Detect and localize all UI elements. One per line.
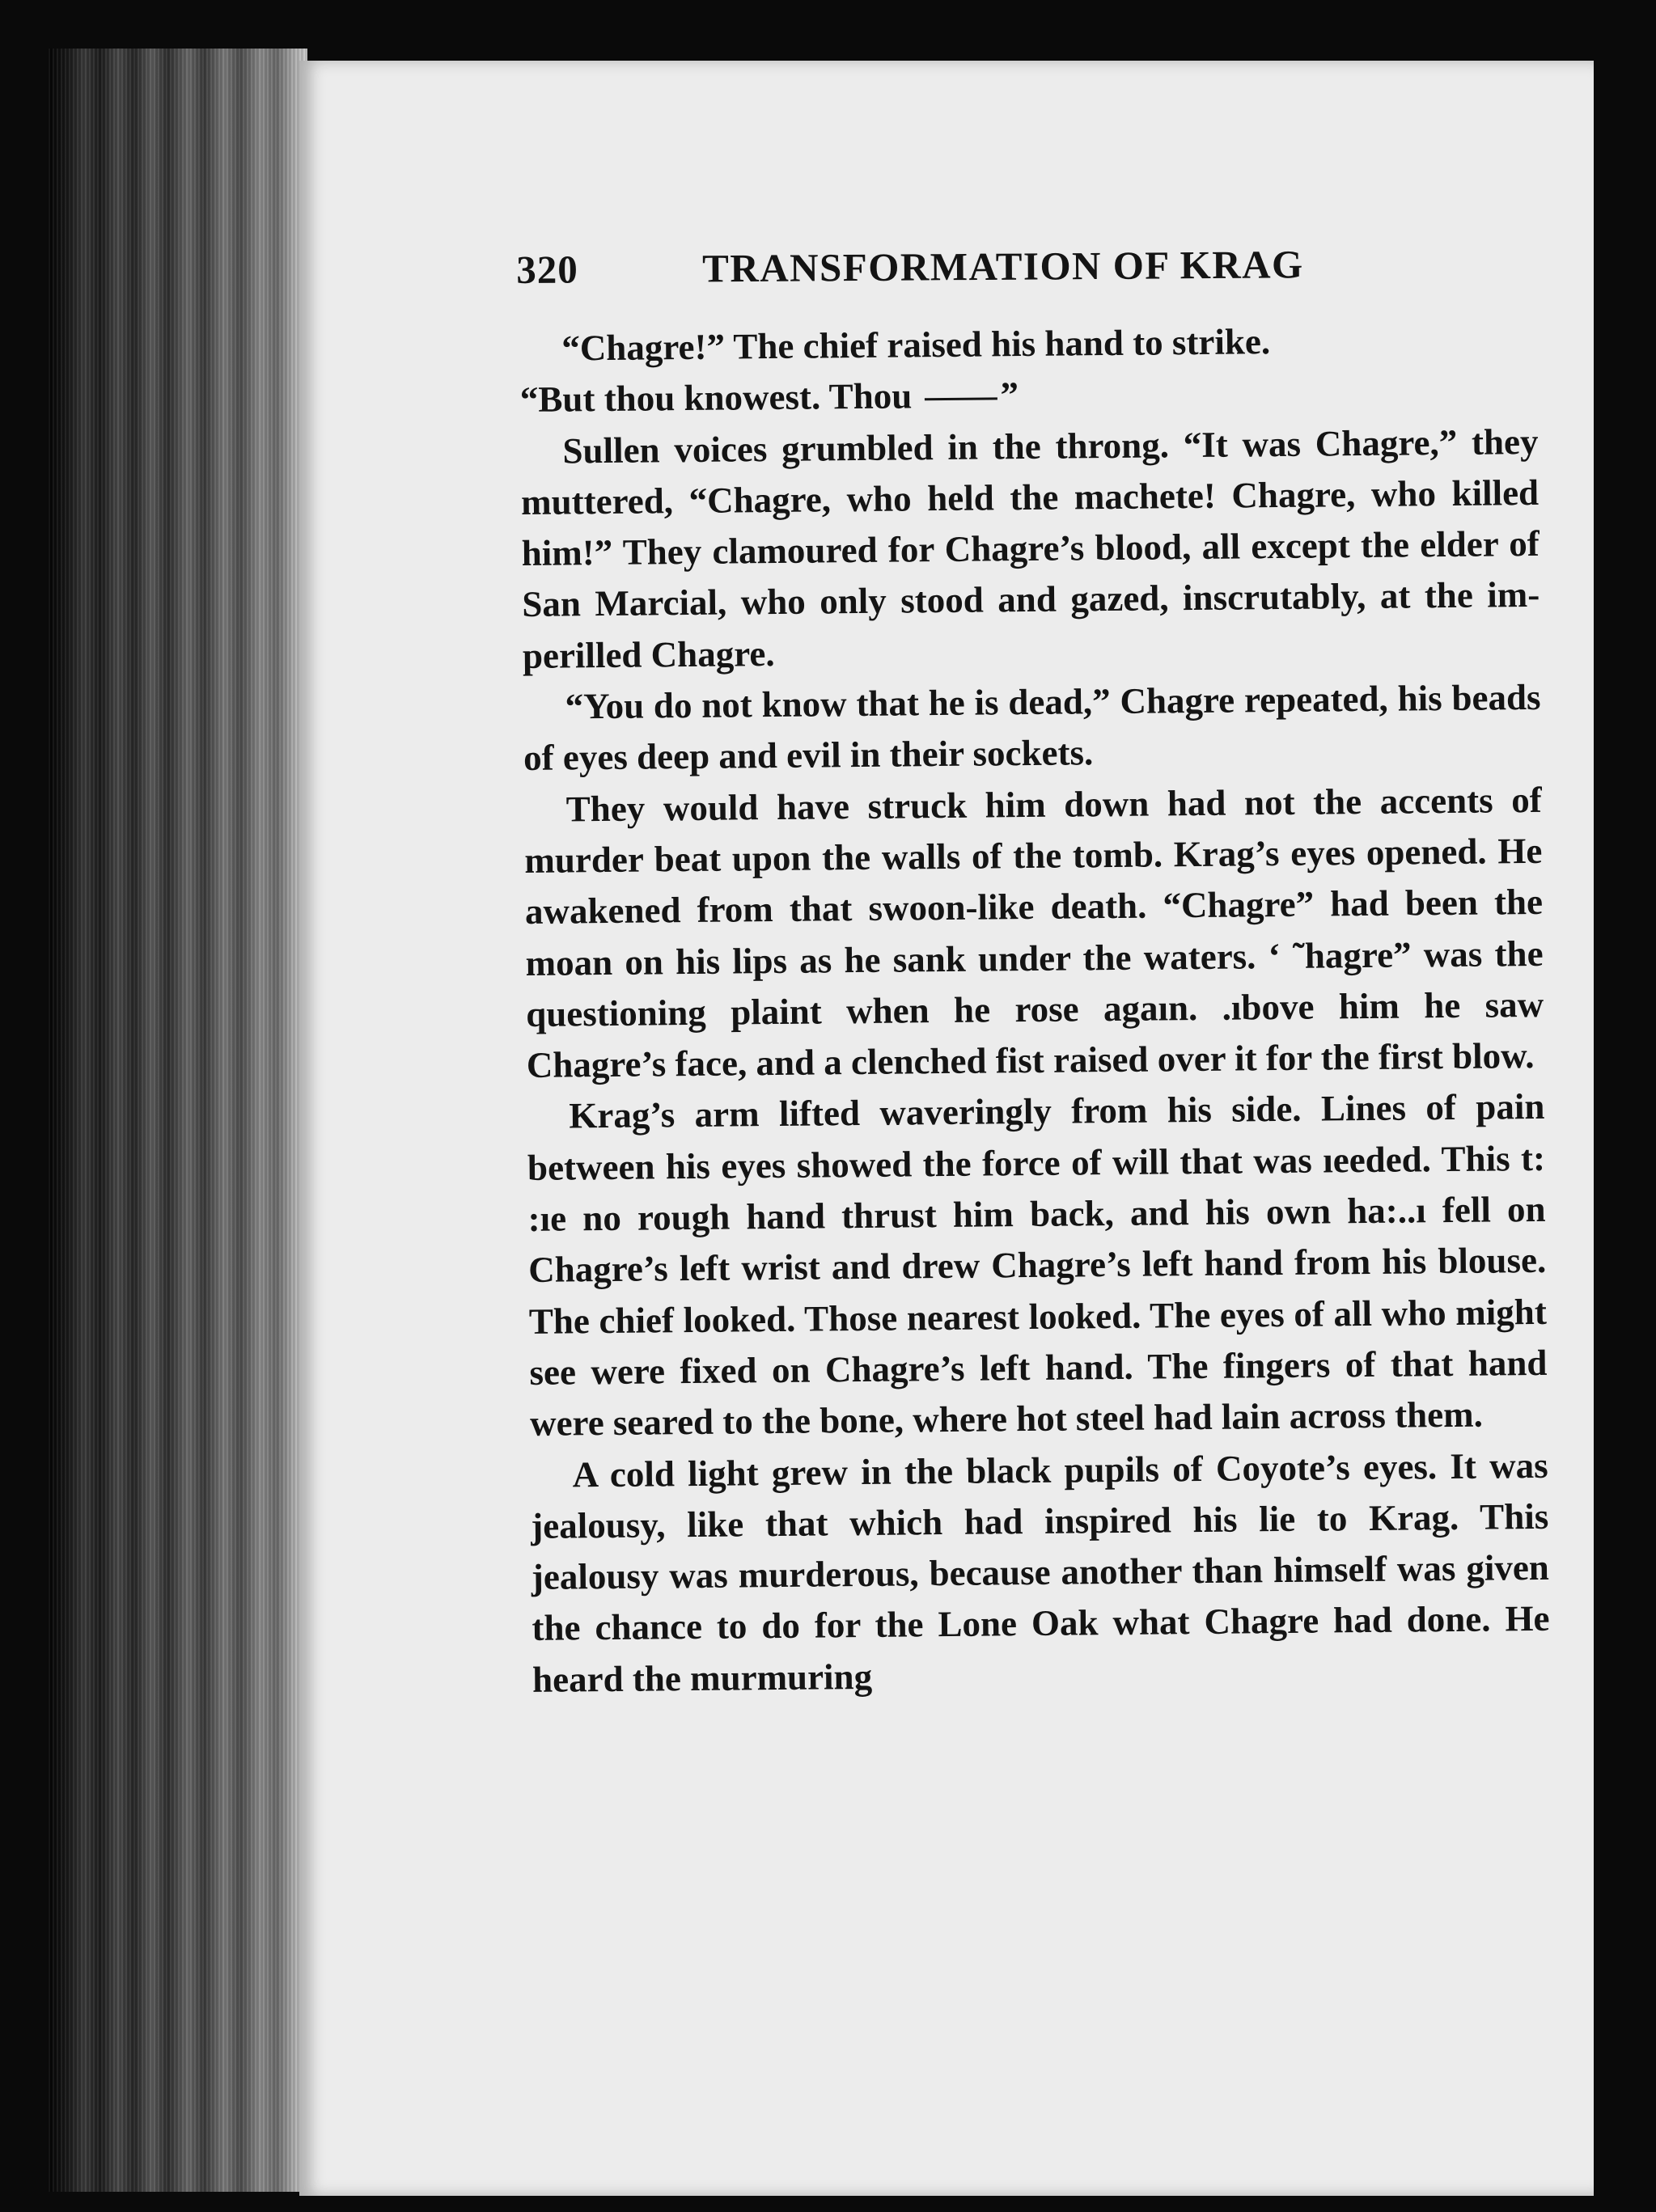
paragraph: They would have struck him down had not the accents of murder beat upon the walls of the tomb. Krag’s eyes opened. He awakened from that swoon-like death. “Chagre” had been the moan on his lips as he sank under the waters. ‘ ˜hagre” was the questioning plaint when he rose agaın. .ıbove him he saw Chagre’s face, and a clenched fist raised over it for the first blow. — [524, 779, 1544, 1086]
em-dash-rule — [925, 398, 997, 401]
closing-quote: ” — [1000, 374, 1019, 416]
book-edge — [49, 49, 307, 2192]
page-number: 320 — [516, 247, 578, 292]
paragraph: Krag’s arm lifted waveringly from his side. Lines of pain between his eyes showed the force of will that was ıeeded. This t: :ıe no rough hand thrust him back, and his own ha:..ı fell on Chagre’s left wrist and drew Chagre’s left hand from his blouse. The chief looked. Those nearest looked. The eyes of all who might see were fixed on Chagre’s left hand. The fingers of that hand were seared to the bone, where hot steel had lain across them. — [527, 1086, 1548, 1444]
paragraph: A cold light grew in the black pupils of Coyote’s eyes. It was jealousy, like that which had inspired his lie to Krag. This jealousy was murderous, because another than himself was given the chance to do for the Lone Oak what Chagre had done. He heard the murmuring — [531, 1444, 1550, 1700]
paragraph — [520, 365, 1539, 425]
running-head: TRANSFORMATION OF KRAG — [702, 242, 1304, 291]
paragraph-text: “But thou knowest. Thou — [519, 375, 913, 421]
page-header — [516, 239, 1560, 292]
paragraph: “You do not know that he is dead,” Chagre repeated, his beads of eyes deep and evil in their sockets. — [523, 676, 1541, 779]
paragraph: “Chagre!” The chief raised his hand to strike. — [561, 321, 1271, 369]
paragraph: Sullen voices grumbled in the throng. “It was Chagre,” they muttered, “Chagre, who held the machete! Chagre, who killed him!” They clamoured for Chagre’s blood, all except the elder of San Marcial, who only stood and gazed, inscrutably, at the imperilled Chagre. — [520, 421, 1540, 676]
book-page — [299, 61, 1594, 2196]
body-text — [519, 314, 1550, 1706]
